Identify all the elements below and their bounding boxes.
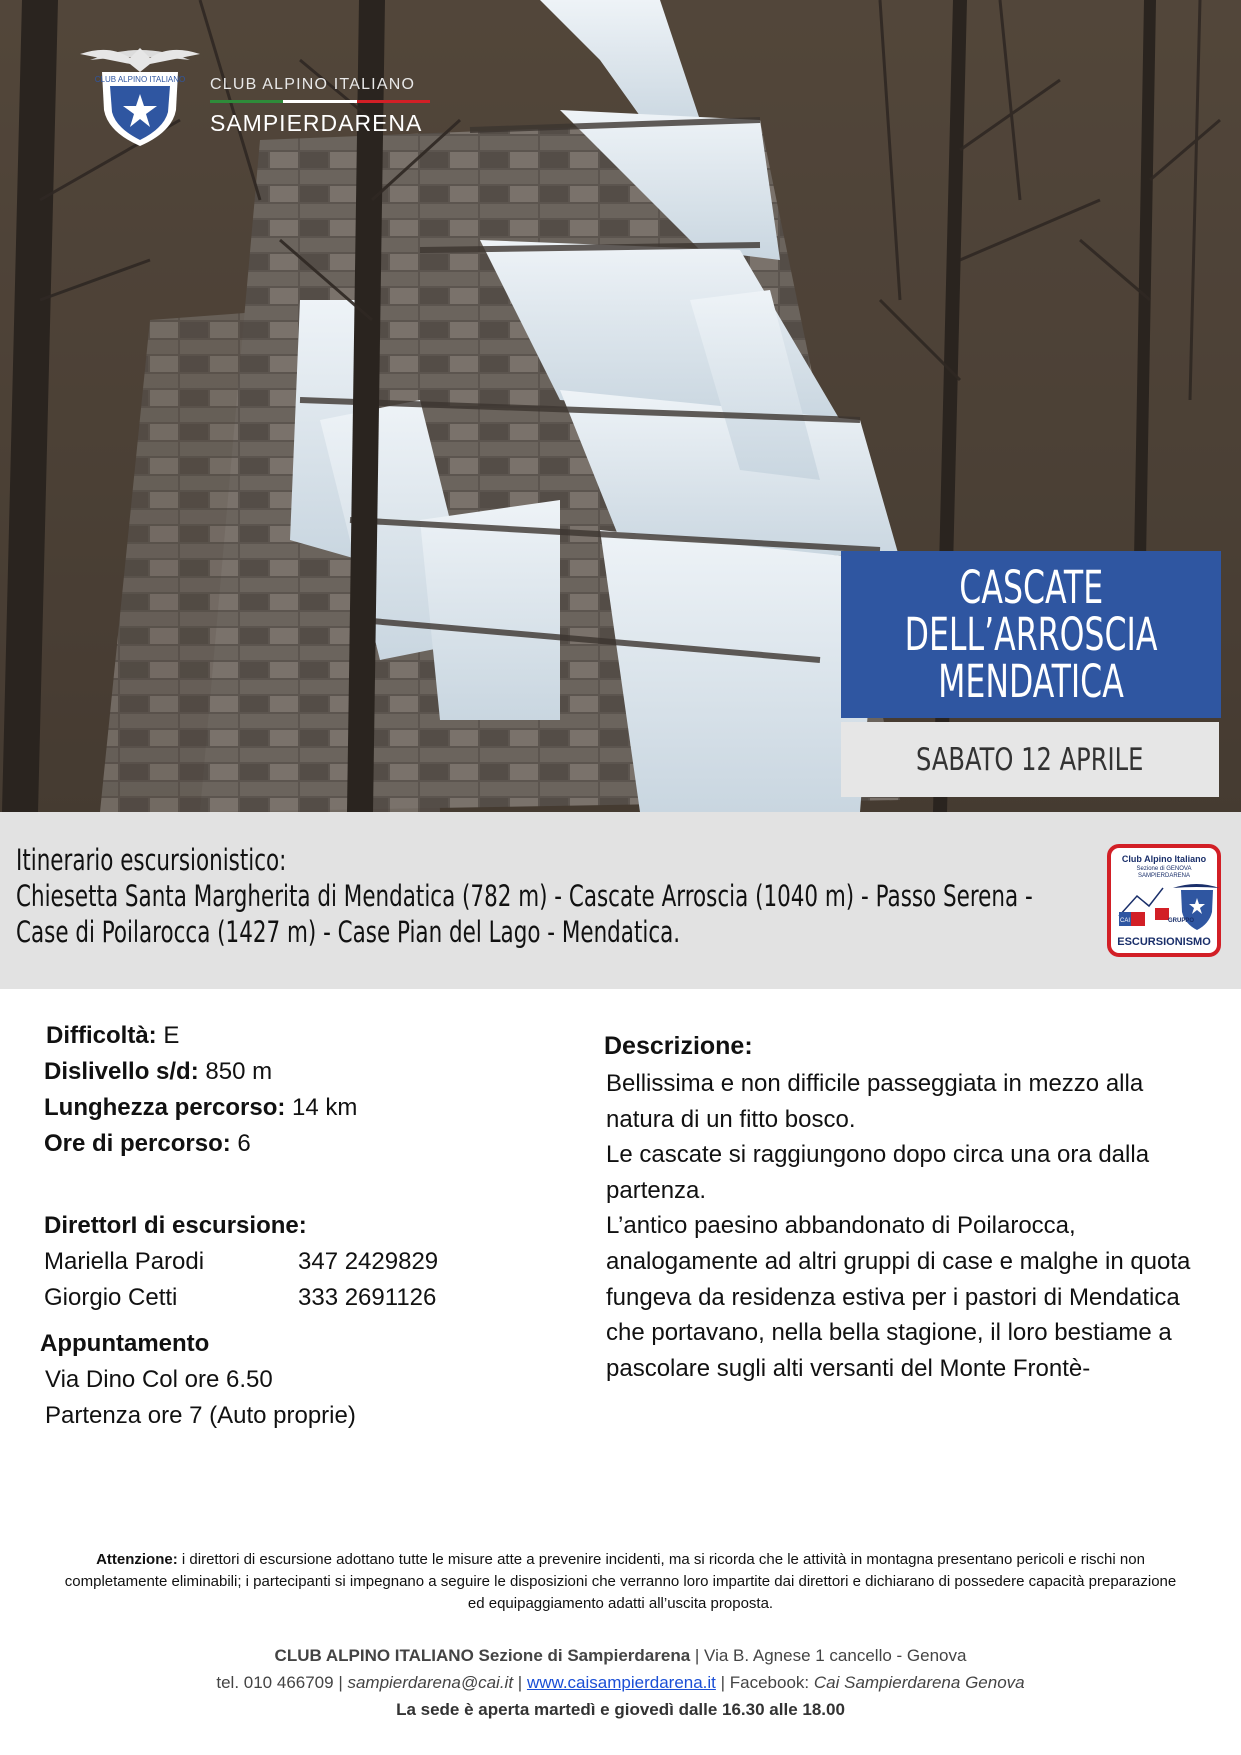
svg-text:CAI: CAI: [1119, 918, 1131, 924]
itinerary-line-1: Chiesetta Santa Margherita di Mendatica (782 m) - Cascate Arroscia (1040 m) - Passo Serena -: [16, 879, 1033, 913]
description-p1: Bellissima e non difficile passeggiata in mezzo alla natura di un fitto bosco.: [606, 1070, 1144, 1133]
description-body: [606, 1066, 1206, 1386]
footer-email: sampierdarena@cai.it: [347, 1673, 514, 1692]
warning-label: Attenzione:: [96, 1551, 178, 1568]
dislivello-value: 850 m: [198, 1058, 273, 1085]
lunghezza-label: Lunghezza percorso:: [44, 1094, 286, 1121]
svg-text:CLUB ALPINO ITALIANO: CLUB ALPINO ITALIANO: [94, 75, 186, 84]
ore-value: 6: [230, 1130, 251, 1157]
ore-row: [44, 1126, 251, 1162]
director-1-name: Mariella Parodi: [44, 1248, 205, 1275]
footer-line-2: tel. 010 466709 | sampierdarena@cai.it | www.caisampierdarena.it | Facebook: Cai Sampierdarena Genova: [216, 1673, 1025, 1692]
difficolta-row: [46, 1018, 179, 1054]
ore-label: Ore di percorso:: [44, 1130, 231, 1157]
itinerary-band: [0, 812, 1241, 989]
description-p2: Le cascate si raggiungono dopo circa una ora dalla partenza.: [606, 1141, 1150, 1204]
badge-subtitle: Sezione di GENOVA SAMPIERDARENA: [1136, 866, 1192, 879]
footer-address: | Via B. Agnese 1 cancello - Genova: [690, 1646, 967, 1665]
footer-tel: tel. 010 466709 |: [216, 1673, 348, 1692]
itinerary-heading: Itinerario escursionistico:: [16, 843, 287, 877]
cai-eagle-shield-icon: [80, 40, 200, 150]
safety-warning: [60, 1549, 1181, 1615]
appointment-line-1: Via Dino Col ore 6.50: [45, 1366, 273, 1393]
itinerary-line-2: Case di Poilarocca (1427 m) - Case Pian del Lago - Mendatica.: [16, 915, 681, 949]
event-title-line-3: MENDATICA: [938, 655, 1124, 708]
footer-line-1: [0, 1646, 1241, 1666]
description-p3: L’antico paesino abbandonato di Poilarocca, analogamente ad altri gruppi di case e malghe in quota fungeva da residenza estiva per i pastori di Mendatica che portavano, nella bella stagione, il loro bestiame a pascolare sugli alti versanti del Monte Frontè-: [606, 1212, 1191, 1382]
event-date-box: [841, 722, 1219, 797]
itinerary: [16, 842, 1076, 950]
footer-facebook: Cai Sampierdarena Genova: [813, 1673, 1025, 1692]
hero-photo: [0, 0, 1241, 812]
directors-heading: DirettorI di escursione:: [44, 1212, 307, 1239]
footer-hours: La sede è aperta martedì e giovedì dalle 16.30 alle 18.00: [396, 1700, 845, 1719]
svg-text:GRUPPO: GRUPPO: [1167, 918, 1195, 924]
appointment-line-2: Partenza ore 7 (Auto proprie): [45, 1402, 356, 1429]
event-title-line-2: DELL’ARROSCIA: [904, 608, 1158, 661]
event-title-line-1: CASCATE: [959, 561, 1103, 614]
difficolta-label: Difficoltà:: [46, 1022, 157, 1049]
logo-tricolor-rule: [210, 100, 430, 103]
difficolta-value: E: [156, 1022, 180, 1049]
dislivello-label: Dislivello s/d:: [44, 1058, 199, 1085]
appointment-heading: Appuntamento: [40, 1330, 210, 1357]
logo-section-name: SAMPIERDARENA: [210, 110, 423, 136]
description-heading: Descrizione:: [604, 1032, 753, 1060]
badge-title: Club Alpino Italiano: [1121, 854, 1207, 864]
badge-escursionismo: ESCURSIONISMO: [1117, 936, 1211, 948]
event-title-box: [841, 551, 1221, 718]
footer-website-link[interactable]: www.caisampierdarena.it: [526, 1673, 716, 1692]
cai-logo: [80, 40, 440, 150]
mountain-flags-icon: [1117, 882, 1219, 934]
director-1-phone: 347 2429829: [298, 1248, 439, 1275]
event-date: SABATO 12 APRILE: [916, 741, 1144, 778]
lunghezza-value: 14 km: [285, 1094, 358, 1121]
dislivello-row: [44, 1054, 272, 1090]
lunghezza-row: [44, 1090, 357, 1126]
logo-club-name: CLUB ALPINO ITALIANO: [210, 76, 416, 93]
warning-text: i direttori di escursione adottano tutte le misure atte a prevenire incidenti, ma si ricorda che le attività in montagna presentano pericoli e rischi non completamente eliminabili; i partecipanti si impegnano a seguire le disposizioni che verranno loro impartite dai direttori e dichiarano di possedere capacità preparazione ed equipaggiamento adatti all’uscita proposta.: [64, 1551, 1177, 1612]
director-2-phone: 333 2691126: [298, 1284, 437, 1311]
director-2-name: Giorgio Cetti: [44, 1284, 178, 1311]
gruppo-escursionismo-badge: [1107, 844, 1221, 957]
footer-org: CLUB ALPINO ITALIANO Sezione di Sampierdarena: [274, 1646, 691, 1665]
